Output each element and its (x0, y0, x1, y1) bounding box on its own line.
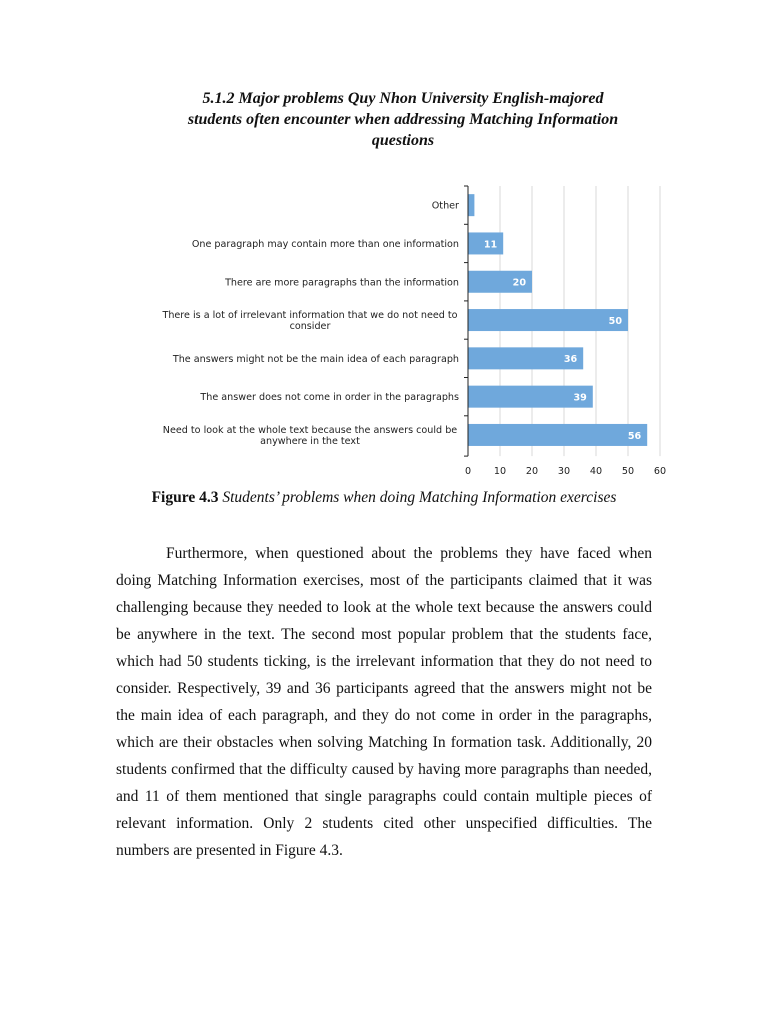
data-label: 39 (573, 392, 587, 404)
category-label: Other (431, 200, 459, 212)
section-heading-line-2: students often encounter when addressing Matching Information (187, 111, 619, 128)
data-label: 36 (563, 354, 578, 366)
x-tick-label: 40 (589, 466, 603, 478)
x-tick-label: 10 (493, 466, 507, 478)
category-label: The answers might not be the main idea of each paragraph (172, 353, 459, 365)
category-label: The answer does not come in order in the paragraphs (200, 392, 459, 404)
figure-label: Figure 4.3 (151, 489, 219, 506)
figure-caption-text: Students’ problems when doing Matching Information exercises (218, 489, 617, 506)
bar-chart (150, 178, 680, 478)
x-tick-label: 0 (464, 466, 472, 478)
x-tick-label: 30 (557, 466, 571, 478)
section-heading (120, 88, 686, 151)
x-tick-label: 60 (653, 466, 667, 478)
x-tick-label: 20 (525, 466, 539, 478)
data-label: 50 (608, 315, 622, 327)
chart-bar (468, 194, 474, 216)
category-label: There is a lot of irrelevant information that we do not need to consider (162, 310, 458, 333)
category-label: One paragraph may contain more than one information (191, 238, 459, 250)
chart-bar (468, 424, 647, 446)
category-label: Need to look at the whole text because the answers could be anywhere in the text (162, 424, 458, 447)
data-label: 56 (627, 430, 642, 442)
chart-bar (468, 309, 628, 331)
figure-caption (100, 488, 668, 508)
category-label: There are more paragraphs than the information (225, 277, 459, 289)
body-paragraph: Furthermore, when questioned about the problems they have faced when doing Matching Information exercises, most of the participants claimed that it was challenging because they needed to look at the whole text because the answers could be anywhere in the text. The second most popular problem that the students face, which had 50 students ticking, is the irrelevant information that they do not need to consider. Respectively, 39 and 36 participants agreed that the answers might not be the main idea of each paragraph, and they do not come in order in the paragraphs, which are their obstacles when solving Matching In formation task. Additionally, 20 students confirmed that the difficulty caused by having more paragraphs than needed, and 11 of them mentioned that single paragraphs could contain multiple pieces of relevant information. Only 2 students cited other unspecified difficulties. The numbers are presented in Figure 4.3. (116, 545, 652, 859)
section-heading-line-1: 5.1.2 Major problems Quy Nhon University English-majored (202, 90, 604, 107)
x-tick-label: 50 (621, 466, 635, 478)
data-label: 20 (512, 277, 526, 289)
data-label: 2 (461, 200, 469, 212)
data-label: 11 (483, 239, 498, 251)
section-heading-line-3: questions (371, 132, 435, 149)
